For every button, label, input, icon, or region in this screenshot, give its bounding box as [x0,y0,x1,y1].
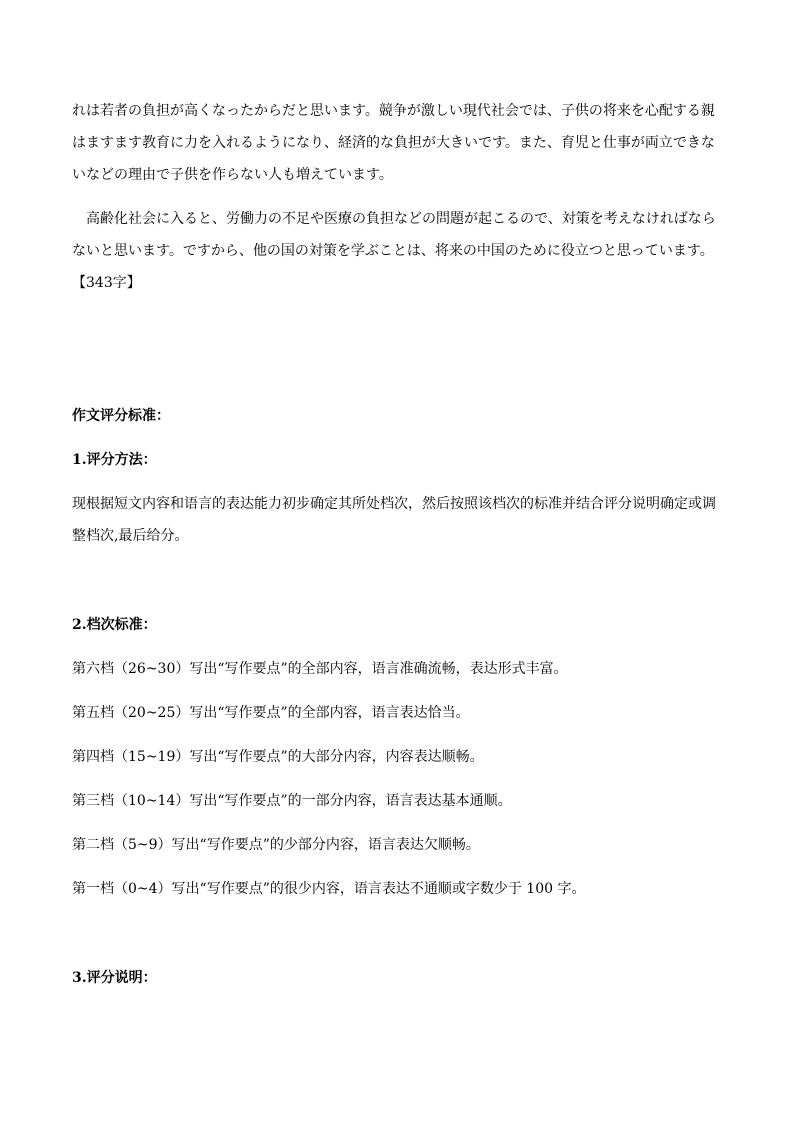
essay-line-4: 高齢化社会に入ると、労働力の不足や医療の負担などの問題が起こるので、対策を考えなければなら [86,211,716,227]
level-6: 第六档（26~30）写出“写作要点”的全部内容，语言准确流畅，表达形式丰富。 [72,661,568,677]
levels-heading: 2.档次标准： [72,617,157,633]
grading-heading: 作文评分标准： [72,408,170,424]
word-count: 【343字】 [72,275,141,291]
essay-line-5: ないと思います。ですから、他の国の対策を学ぶことは、将来の中国のために役立つと思っています。 [72,243,714,259]
method-heading: 1.评分方法： [72,452,157,468]
essay-line-3: いなどの理由で子供を作らない人も増えています。 [72,167,393,183]
level-4: 第四档（15~19）写出“写作要点”的大部分内容，内容表达顺畅。 [72,749,484,765]
essay-line-1: れは若者の負担が高くなったからだと思います。競争が激しい現代社会では、子供の将来を心配する親 [72,103,715,119]
method-line-2: 整档次,最后给分。 [72,528,189,544]
level-3: 第三档（10~14）写出“写作要点”的一部分内容，语言表达基本通顺。 [72,793,512,809]
level-2: 第二档（5~9）写出“写作要点”的少部分内容，语言表达欠顺畅。 [72,837,480,853]
level-5: 第五档（20~25）写出“写作要点”的全部内容，语言表达恰当。 [72,705,470,721]
level-1: 第一档（0~4）写出“写作要点”的很少内容，语言表达不通顺或字数少于 100 字。 [72,881,586,897]
notes-heading: 3.评分说明： [72,970,157,986]
essay-line-2: はますます教育に力を入れるようになり、経済的な負担が大きいです。また、育児と仕事が両立できな [72,135,715,151]
method-line-1: 现根据短文内容和语言的表达能力初步确定其所处档次，然后按照该档次的标准并结合评分说明确定或调 [72,496,716,512]
